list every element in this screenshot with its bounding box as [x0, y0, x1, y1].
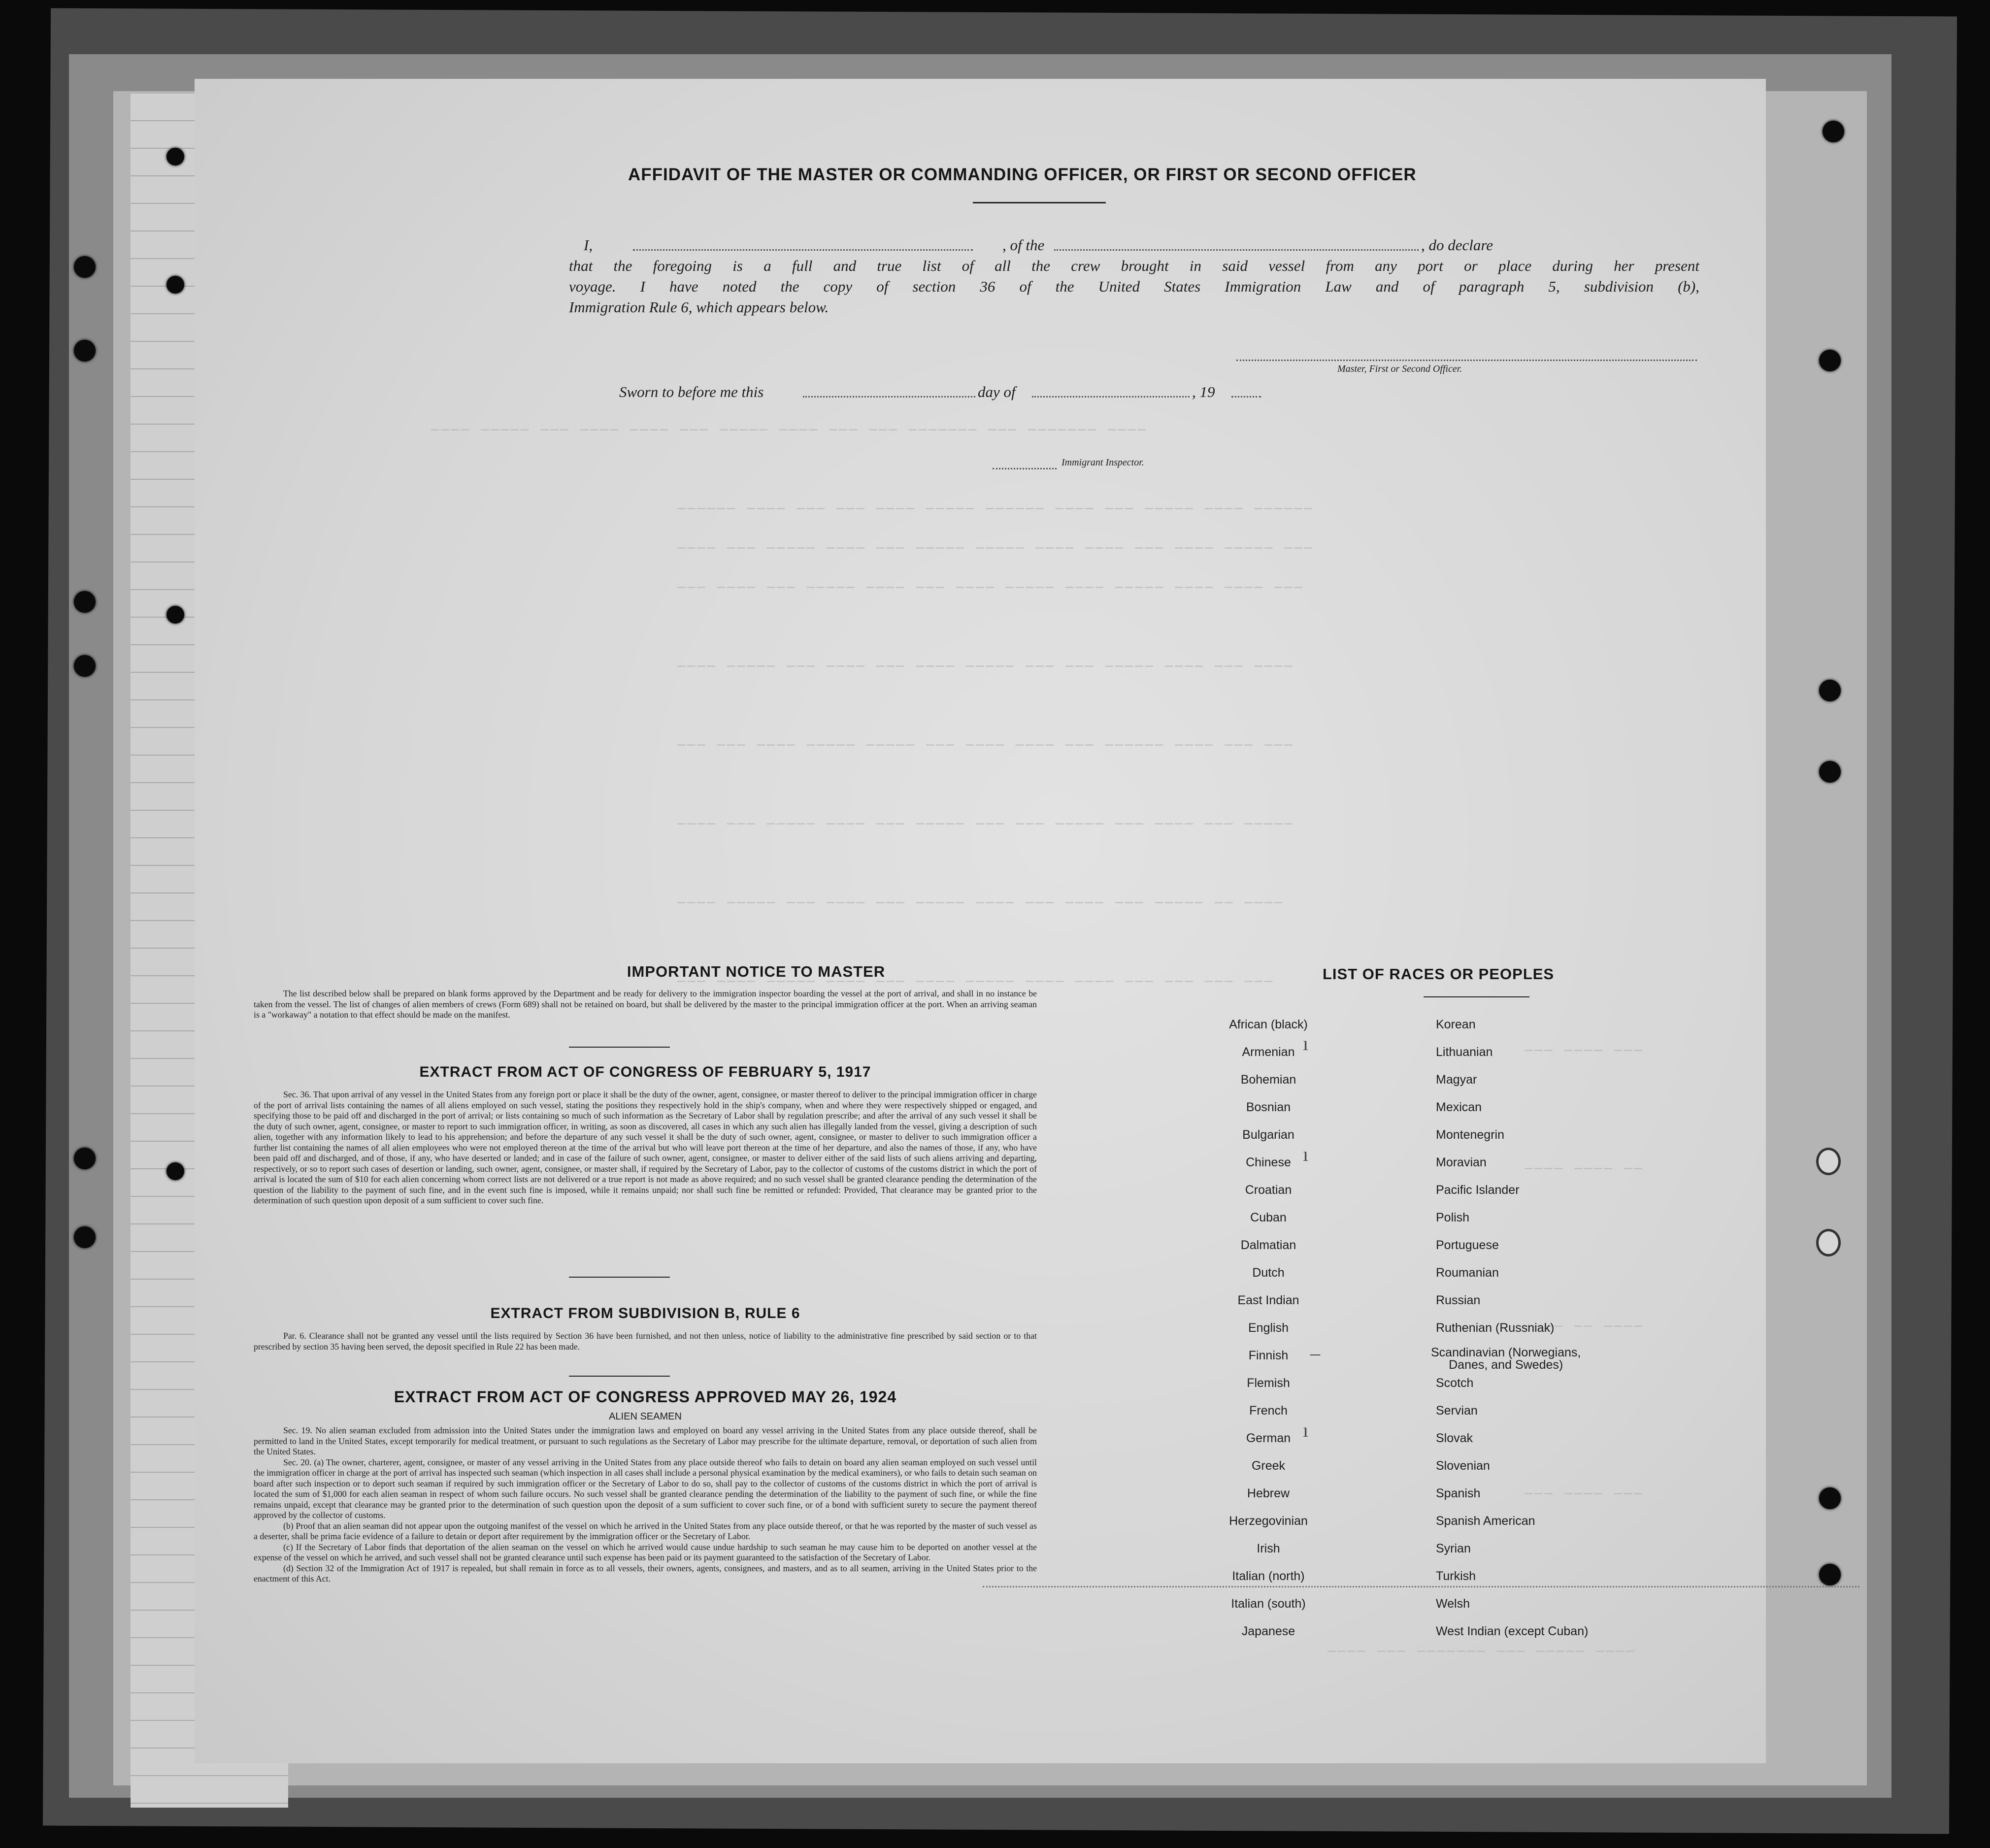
bleed-through-text: ──── ─── ─────── ─── ───── ──── — [1327, 1645, 1636, 1660]
extract-1924-paragraph: Sec. 20. (a) The owner, charterer, agent, consignee, or master of any vessel arriving in the United States from any place outside thereof who fails to detain on board any alien seaman employed on such vessel until the immigration officer in charge at the port of arrival has inspected such seaman (which inspection in all cases shall include a personal physical examination by the medical examiners), or who fails to detain such seaman on board after such inspection or to deport such seaman if required by such immigration officer or the Secretary of Labor to do so, shall pay to the collector of customs of the customs district in which the port of arrival is located the sum of $1,000 for each alien seaman in respect of whom such failure occurs. No such vessel shall be granted clearance pending the determination of the liability to the payment of such fine, or while the fine remains unpaid, except that clearance may be granted prior to the determination of such question upon the deposit of a sum sufficient to cover such fine, or of a bond with sufficient surety to secure the payment thereof approved by the collector of customs. — [254, 1457, 1037, 1520]
race-entry: Herzegovinian — [1229, 1514, 1308, 1528]
race-entry: Lithuanian — [1436, 1045, 1493, 1059]
race-entry: Cuban — [1250, 1211, 1287, 1224]
punch-hole — [74, 256, 96, 278]
handwritten-mark: ı — [1303, 1032, 1309, 1055]
vessel-name-line[interactable] — [1054, 249, 1419, 251]
race-entry: Greek — [1251, 1459, 1286, 1473]
race-entry: Ruthenian (Russniak) — [1436, 1321, 1555, 1335]
affidavit-i-label: I, — [584, 236, 593, 254]
punch-hole — [1819, 761, 1841, 783]
race-entry: Mexican — [1436, 1100, 1482, 1114]
sworn-label: Sworn to before me this — [619, 383, 764, 400]
sworn-day-line[interactable] — [803, 396, 975, 397]
bleed-through-text: ──── ──── ── — [1525, 1162, 1644, 1177]
race-entry: Slovenian — [1436, 1459, 1490, 1473]
race-entry: Portuguese — [1436, 1238, 1499, 1252]
year-label: , 19 — [1192, 383, 1215, 400]
race-entry: Hebrew — [1247, 1486, 1290, 1500]
bleed-through-text: ─── ──── ─── — [1525, 1487, 1644, 1502]
divider — [1424, 996, 1529, 997]
race-entry: Welsh — [1436, 1597, 1470, 1611]
sworn-year-line[interactable] — [1231, 396, 1261, 397]
punch-hole — [166, 606, 184, 624]
punch-hole — [74, 591, 96, 613]
race-entry: Magyar — [1436, 1073, 1477, 1087]
race-entry: Finnish — [1248, 1349, 1289, 1362]
race-entry: Bosnian — [1246, 1100, 1291, 1114]
bleed-through-text: ──── ───── ─── ──── ─── ───── ──── ─── ──── ─── ───── ── ──── — [677, 896, 1285, 911]
punch-hole — [1819, 1564, 1841, 1585]
race-entry: Scandinavian (Norwegians, Danes, and Swedes) — [1431, 1346, 1581, 1372]
bleed-through-text: ────── ──── ─── ─── ──── ───── ────── ──── ─── ───── ──── ────── — [677, 502, 1314, 517]
punch-hole — [74, 1148, 96, 1169]
officer-signature-line[interactable] — [1236, 360, 1697, 361]
race-entry: East Indian — [1237, 1293, 1299, 1307]
punch-hole — [166, 1162, 184, 1180]
punch-hole-ring — [1816, 1229, 1841, 1256]
extract-1924-subtitle: ALIEN SEAMEN — [609, 1411, 682, 1422]
race-entry: French — [1249, 1404, 1288, 1418]
affidavit-title: AFFIDAVIT OF THE MASTER OR COMMANDING OFFICER, OR FIRST OR SECOND OFFICER — [628, 165, 1417, 184]
affidavit-line: Immigration Rule 6, which appears below. — [569, 298, 829, 316]
races-title: LIST OF RACES OR PEOPLES — [1323, 965, 1555, 983]
notice-title: IMPORTANT NOTICE TO MASTER — [627, 963, 886, 980]
bleed-through-text: ──── ─── ───── ──── ─── ───── ─── ─── ───── ─── ──── ─── ───── — [677, 818, 1294, 832]
race-entry: Spanish — [1436, 1486, 1481, 1500]
race-entry: Turkish — [1436, 1569, 1476, 1583]
officer-caption: Master, First or Second Officer. — [1337, 363, 1462, 374]
race-entry: Russian — [1436, 1293, 1481, 1307]
inspector-signature-line[interactable] — [993, 468, 1057, 469]
sworn-month-line[interactable] — [1032, 396, 1190, 397]
bleed-through-text: ─── ──── ─── — [1525, 1044, 1644, 1059]
divider — [569, 1047, 670, 1048]
notice-text: The list described below shall be prepared on blank forms approved by the Department and be ready for delivery to the immigration inspector boarding the vessel at the port of arrival, and shall in no instance be taken from the vessel. The list of changes of alien members of crews (Form 689) shall not be retained on board, but shall be delivered by the master to the principal immigration officer at the port. When an arriving seaman is a "workaway" a notation to that effect should be made on the manifest. — [254, 989, 1037, 1020]
crew-manifest-form — [195, 79, 1766, 1763]
divider — [569, 1277, 670, 1278]
race-entry: Dalmatian — [1240, 1238, 1296, 1252]
affidavit-of-the-label: , of the — [1002, 236, 1045, 254]
punch-hole — [74, 655, 96, 677]
race-entry: Croatian — [1245, 1183, 1292, 1197]
race-entry: Roumanian — [1436, 1266, 1499, 1280]
handwritten-mark: ı — [1303, 1143, 1309, 1165]
race-entry: Italian (south) — [1231, 1597, 1306, 1611]
punch-hole — [74, 1226, 96, 1248]
bleed-through-text: ─── ──── ─── ───── ──── ─── ──── ───── ──── ───── ──── ──── ─── — [677, 581, 1304, 596]
punch-hole-ring — [1816, 1148, 1841, 1175]
race-entry: African (black) — [1229, 1018, 1308, 1031]
punch-hole — [1819, 1487, 1841, 1509]
bleed-through-text: ─── ─── ──── ───── ───── ─── ──── ──── ─── ────── ──── ─── ─── — [677, 739, 1294, 754]
extract-1924-title: EXTRACT FROM ACT OF CONGRESS APPROVED MAY 26, 1924 — [394, 1388, 897, 1406]
handwritten-mark: _ — [1310, 1335, 1320, 1357]
bleed-through-text: ──── ───── ─── ──── ──── ─── ───── ──── ─── ─── ─────── ─── ─────── ──── — [431, 424, 1148, 438]
race-entry: Italian (north) — [1232, 1569, 1305, 1583]
bleed-through-text: ──── ─── ───── ──── ─── ───── ───── ──── ──── ─── ──── ───── ─── — [677, 542, 1314, 557]
race-entry: West Indian (except Cuban) — [1436, 1624, 1589, 1638]
extract-1924-paragraph: (b) Proof that an alien seaman did not appear upon the outgoing manifest of the vessel on which he arrived in the United States from any place outside thereof, or that he was reported by the master of such vessel as a deserter, shall be prima facie evidence of a failure to detain or deport after requirement by the immigration officer or the Secretary of Labor. — [254, 1520, 1037, 1541]
race-entry: Montenegrin — [1436, 1128, 1504, 1142]
punch-hole — [74, 340, 96, 362]
affidavit-declare-label: , do declare — [1421, 236, 1493, 254]
race-entry: Dutch — [1252, 1266, 1285, 1280]
race-entry: Slovak — [1436, 1431, 1473, 1445]
race-entry: Pacific Islander — [1436, 1183, 1520, 1197]
officer-name-line[interactable] — [633, 249, 973, 251]
bleed-through-text: ──── ───── ─── ──── ─── ──── ───── ─── ─── ───── ──── ─── ──── — [677, 660, 1294, 675]
race-entry: Japanese — [1241, 1624, 1295, 1638]
affidavit-line: that the foregoing is a full and true list of all the crew brought in said vessel from any port or place during her present — [569, 257, 1699, 274]
inspector-caption: Immigrant Inspector. — [1061, 457, 1144, 468]
extract-1917-text: Sec. 36. That upon arrival of any vessel in the United States from any foreign port or place it shall be the duty of the owner, agent, consignee, or master thereof to deliver to the principal immigration officer in charge of the port of arrival lists containing the names of all aliens employed on such vessel, stating the positions they respectively hold in the ship's company, when and where they were respectively shipped or engaged, and specifying those to be paid off and discharged in the port of arrival; or lists containing so much of such information as the Secretary of Labor shall by regulation prescribe; and after the arrival of any such vessel it shall be the duty of such owner, agent, consignee, or master to report to such immigration officer, in writing, as soon as discovered, all cases in which any such alien has illegally landed from the vessel, giving a description of such alien, together with any information likely to lead to his apprehension; and before the departure of any such vessel it shall be the duty of such owner, agent, consignee, or master to deliver to such immigration officer a further list containing the names of all alien employees who were not employed thereon at the time of the arrival but who will leave port thereon at the time of her departure, and also the names of those, if any, who have been paid off and discharged, and of those, if any, who have deserted or landed; and in case of the failure of such owner, agent, consignee, or master to deliver either of the said lists of such aliens arriving and departing, respectively, or so to report such cases of desertion or landing, such owner, agent, consignee, or master shall, if required by the Secretary of Labor, pay to the collector of customs of the customs district in which the port of arrival is located the sum of $10 for each alien concerning whom correct lists are not delivered or a true report is not made as above required; and no such vessel shall be granted clearance pending the determination of the question of the liability to the payment of such fine, and in the event such fine is imposed, while it remains unpaid; nor shall such fine be remitted or refunded: Provided, That clearance may be granted prior to the determination of such question upon deposit of a sum sufficient to cover such fine. — [254, 1089, 1037, 1205]
race-entry: Syrian — [1436, 1542, 1471, 1555]
extract-1924-paragraph: Sec. 19. No alien seaman excluded from admission into the United States under the immigration laws and employed on board any vessel arriving in the United States from any place outside thereof, shall be permitted to land in the United States, except temporarily for medical treatment, or pursuant to such regulations as the Secretary of Labor may prescribe for the ultimate departure, removal, or deportation of such alien from the United States. — [254, 1425, 1037, 1456]
race-entry: Armenian — [1242, 1045, 1295, 1059]
punch-hole — [166, 148, 184, 165]
race-entry: Spanish American — [1436, 1514, 1535, 1528]
bleed-through-text: ─── ──── ───── ──── ─── ──── ───── ──── ──── ─── ─── ─── ─── — [677, 975, 1275, 990]
race-entry: Korean — [1436, 1018, 1476, 1031]
extract-1917-title: EXTRACT FROM ACT OF CONGRESS OF FEBRUARY 5, 1917 — [419, 1064, 871, 1080]
bleed-through-text: ──── ── ──── — [1525, 1320, 1644, 1335]
race-entry: Irish — [1257, 1542, 1280, 1555]
race-entry: English — [1248, 1321, 1289, 1335]
punch-hole — [166, 276, 184, 294]
bleed-through-rule — [983, 1586, 1859, 1587]
race-entry: Flemish — [1247, 1376, 1290, 1390]
race-entry: German — [1246, 1431, 1291, 1445]
race-entry: Servian — [1436, 1404, 1478, 1418]
race-entry: Bulgarian — [1242, 1128, 1294, 1142]
divider — [569, 1376, 670, 1377]
day-of-label: day of — [978, 383, 1016, 400]
extract-1924-paragraph: (d) Section 32 of the Immigration Act of 1917 is repealed, but shall remain in force as to all vessels, their owners, agents, consignees, and masters, and as to all seamen, arriving in the United States prior to the enactment of this Act. — [254, 1563, 1037, 1584]
race-entry: Moravian — [1436, 1155, 1487, 1169]
race-entry: Scotch — [1436, 1376, 1474, 1390]
extract-1924-text — [254, 1425, 1037, 1584]
punch-hole — [1823, 121, 1844, 142]
divider — [973, 202, 1106, 203]
punch-hole — [1819, 680, 1841, 701]
affidavit-line: voyage. I have noted the copy of section 36 of the United States Immigration Law and of paragraph 5, subdivision (b), — [569, 278, 1699, 295]
race-entry: Polish — [1436, 1211, 1470, 1224]
handwritten-mark: ı — [1303, 1419, 1309, 1441]
extract-rule6-text: Par. 6. Clearance shall not be granted any vessel until the lists required by Section 36 have been furnished, and not then unless, notice of liability to the administrative fine prescribed by said section or to that prescribed by section 35 having been served, the deposit specified in Rule 22 has been made. — [254, 1331, 1037, 1352]
extract-1924-paragraph: (c) If the Secretary of Labor finds that deportation of the alien seaman on the vessel on which he arrived would cause undue hardship to such seaman he may cause him to be deported on another vessel at the expense of the vessel on which he arrived, and such vessel shall not be granted clearance until such expense has been paid or its payment guaranteed to the satisfaction of the Secretary of Labor. — [254, 1542, 1037, 1562]
race-entry: Chinese — [1246, 1155, 1291, 1169]
extract-rule6-title: EXTRACT FROM SUBDIVISION B, RULE 6 — [490, 1305, 800, 1321]
punch-hole — [1819, 350, 1841, 371]
race-entry: Bohemian — [1240, 1073, 1296, 1087]
